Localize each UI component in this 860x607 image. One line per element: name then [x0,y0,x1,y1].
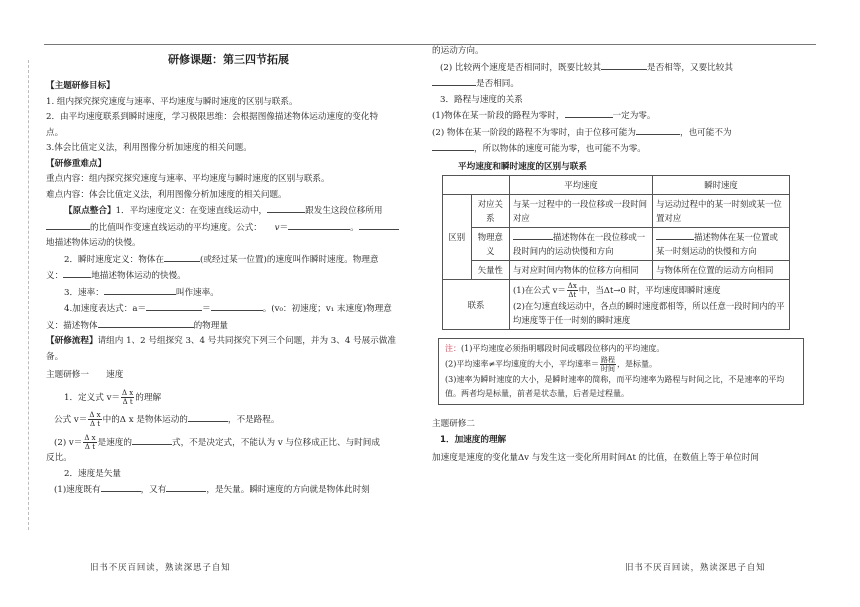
goal-2: 2．由平均速度联系到瞬时速度，学习极限思维：会根据图像描述物体运动速度的变化特 [46,112,379,122]
row-diff-label: 区别 [443,195,472,280]
fill-blank[interactable] [98,318,194,328]
row-link-label: 联系 [443,280,510,330]
left-column [46,47,418,499]
footer-motto-right: 旧书不厌百回读，熟读深思子自知 [625,562,766,572]
fill-blank[interactable] [63,268,91,278]
table-title: 平均速度和瞬时速度的区别与联系 [458,161,587,172]
fill-blank[interactable] [188,412,228,422]
fill-blank[interactable] [104,285,176,295]
fraction: $\frac{\text{Δ x}}{\text{Δ t}}$ [84,433,96,451]
table-cell: 与物体所在位置的运动方向相同 [653,261,790,280]
definition-note: (2) v＝ $\frac{\text{Δ x}}{\text{Δ t}}$ 是速度的 式，不是决定式，不能认为 v 与位移成正比、与时间成 [54,433,380,451]
origin-1-cont: 的比值叫作变速直线运动的平均速度。公式： v＝ 。 [46,220,418,237]
fill-blank[interactable] [636,125,680,135]
fill-blank[interactable] [288,220,350,230]
flow-label: 【研修流程】 [46,336,98,346]
note-1: 注：(1)平均速度必须指明哪段时间或哪段位移内的平均速度。 [445,344,665,353]
fill-blank[interactable] [101,482,141,492]
path-nonzero: (2) 物体在某一阶段的路程不为零时，由于位移可能为 ，也可能不为 [432,125,794,142]
vector-note: (1)速度既有 ，又有 ，是矢量。瞬时速度的方向就是物体此时刻 [46,482,418,499]
fill-blank[interactable] [267,203,305,213]
origin-1-end: 地描述物体运动的快慢。 [46,238,141,248]
key-heading: 【研修重难点】 [46,158,107,169]
topic-two-heading: 主题研修二 [432,419,475,429]
origin-4: 4.加速度表达式：a＝ ＝ 。(v₀：初速度；v₁ 末速度)物理意 [46,301,418,318]
goal-1: 1. 组内探究探究速度与速率、平均速度与瞬时速度的区别与联系。 [46,96,298,107]
note-label: 注： [445,344,461,353]
origin-label: 【原点整合】 [64,206,116,216]
note-2: (2)平均速率≠平均速度的大小，平均速率＝ $\frac{\text{路程}}{\text{时间}}$ ，是标量。 [445,356,658,373]
fill-blank[interactable] [46,220,90,230]
definition-note-cont: 反比。 [46,453,72,463]
fill-blank[interactable] [432,76,476,86]
origin-1: 【原点整合】1．平均速度定义：在变速直线运动中， 跟发生这段位移所用 [46,203,418,220]
header-average: 平均速度 [510,176,653,195]
table-cell: 与对应时间内物体的位移方向相同 [510,261,653,280]
key-point-1: 重点内容：组内探究探究速度与速率、平均速度与瞬时速度的区别与联系。 [46,174,330,184]
note-box [438,338,804,405]
right-column [432,44,794,467]
topic-one-heading: 主题研修一 速度 [46,370,124,380]
fill-blank[interactable] [513,230,553,240]
acceleration-heading: 1．加速度的理解 [440,434,507,445]
page-title: 研修课题：第三四节拓展 [168,53,289,66]
displacement-note: 公式 v＝ $\frac{\text{Δ x}}{\text{Δ t}}$ 中的Δ x 是物体运动的 ，不是路程。 [54,411,280,428]
fill-blank[interactable] [166,482,206,492]
table-cell: 描述物体在某一位置或某一时刻运动的快慢和方向 [653,228,790,261]
row-label: 矢量性 [471,261,509,280]
header-instant: 瞬时速度 [653,176,790,195]
origin-3: 3．速率： 叫作速率。 [46,285,418,302]
fill-blank[interactable] [132,435,172,445]
fill-blank[interactable] [656,230,694,240]
row-label: 对应关系 [471,195,509,228]
motion-direction-cont: 的运动方向。 [432,46,484,56]
footer-motto-left: 旧书不厌百回读，熟读深思子自知 [90,562,231,572]
note-3: (3)速率为瞬时速度的大小，是瞬时速率的简称，而平均速率为路程与时间之比，不是速率的平均值。两者均是标量，前者是状态量，后者是过程量。 [445,375,785,398]
fraction: $\frac{\Delta x}{\Delta t}$ [567,282,577,299]
compare-velocity-cont: 是否相同。 [432,76,794,93]
origin-4-cont: 义：描述物体 的物理量 [46,318,418,335]
path-zero: (1)物体在某一阶段的路程为零时， 一定为零。 [432,108,794,125]
table-cell: 与某一过程中的一段位移或一段时间对应 [510,195,653,228]
fill-blank[interactable] [146,301,202,311]
origin-2-cont: 义： 地描述物体运动的快慢。 [46,268,418,285]
fill-blank[interactable] [432,141,474,151]
fill-blank[interactable] [164,252,200,262]
fill-blank[interactable] [359,220,399,230]
table-cell: 与运动过程中的某一时刻或某一位置对应 [653,195,790,228]
acceleration-text: 加速度是速度的变化量Δv 与发生这一变化所用时间Δt 的比值，在数值上等于单位时间 [432,453,759,463]
fill-blank[interactable] [211,301,263,311]
key-point-2: 难点内容：体会比值定义法，利用图像分析加速度的相关问题。 [46,189,287,200]
flow-line-cont: 备。 [46,351,64,362]
table-cell: 描述物体在一段位移或一段时间内的运动快慢和方向 [510,228,653,261]
table-cell: (1)在公式 v＝ $\frac{\Delta x}{\Delta t}$ 中，当Δt→0 时，平均速度即瞬时速度 (2)在匀速直线运动中，各点的瞬时速度都相等，所以任意一段时间内的平均速度等于任一时刻的瞬时速度 [510,280,790,330]
compare-velocity: (2) 比较两个速度是否相同时，既要比较其 是否相等，又要比较其 [432,60,794,77]
fraction: $\frac{\text{Δ x}}{\text{Δ t}}$ [122,388,134,406]
binding-line [28,60,29,530]
vector-heading: 2．速度是矢量 [64,468,122,479]
fill-blank[interactable] [565,108,613,118]
origin-2: 2．瞬时速度定义：物体在 (或经过某一位置)的速度叫作瞬时速度。物理意 [46,252,418,269]
fraction: $\frac{\text{Δ x}}{\text{Δ t}}$ [89,411,101,428]
goal-2-cont: 点。 [46,127,64,138]
path-velocity-heading: 3．路程与速度的关系 [440,94,523,105]
flow-line: 【研修流程】请组内 1、2 号组探究 3、4 号共同探究下列三个问题，并为 3、4 号展示做准 [46,336,396,346]
fraction: $\frac{\text{路程}}{\text{时间}}$ [601,356,616,373]
fill-blank[interactable] [601,60,647,70]
row-label: 物理意义 [471,228,509,261]
goal-heading: 【主题研修目标】 [46,81,115,91]
comparison-table [442,175,790,330]
goal-3: 3.体会比值定义法，利用图像分析加速度的相关问题。 [46,143,252,153]
velocity-definition: 1．定义式 v＝ $\frac{\text{Δ x}}{\text{Δ t}}$ 的理解 [64,388,162,406]
path-nonzero-cont: ，所以物体的速度可能为零，也可能不为零。 [432,141,794,158]
